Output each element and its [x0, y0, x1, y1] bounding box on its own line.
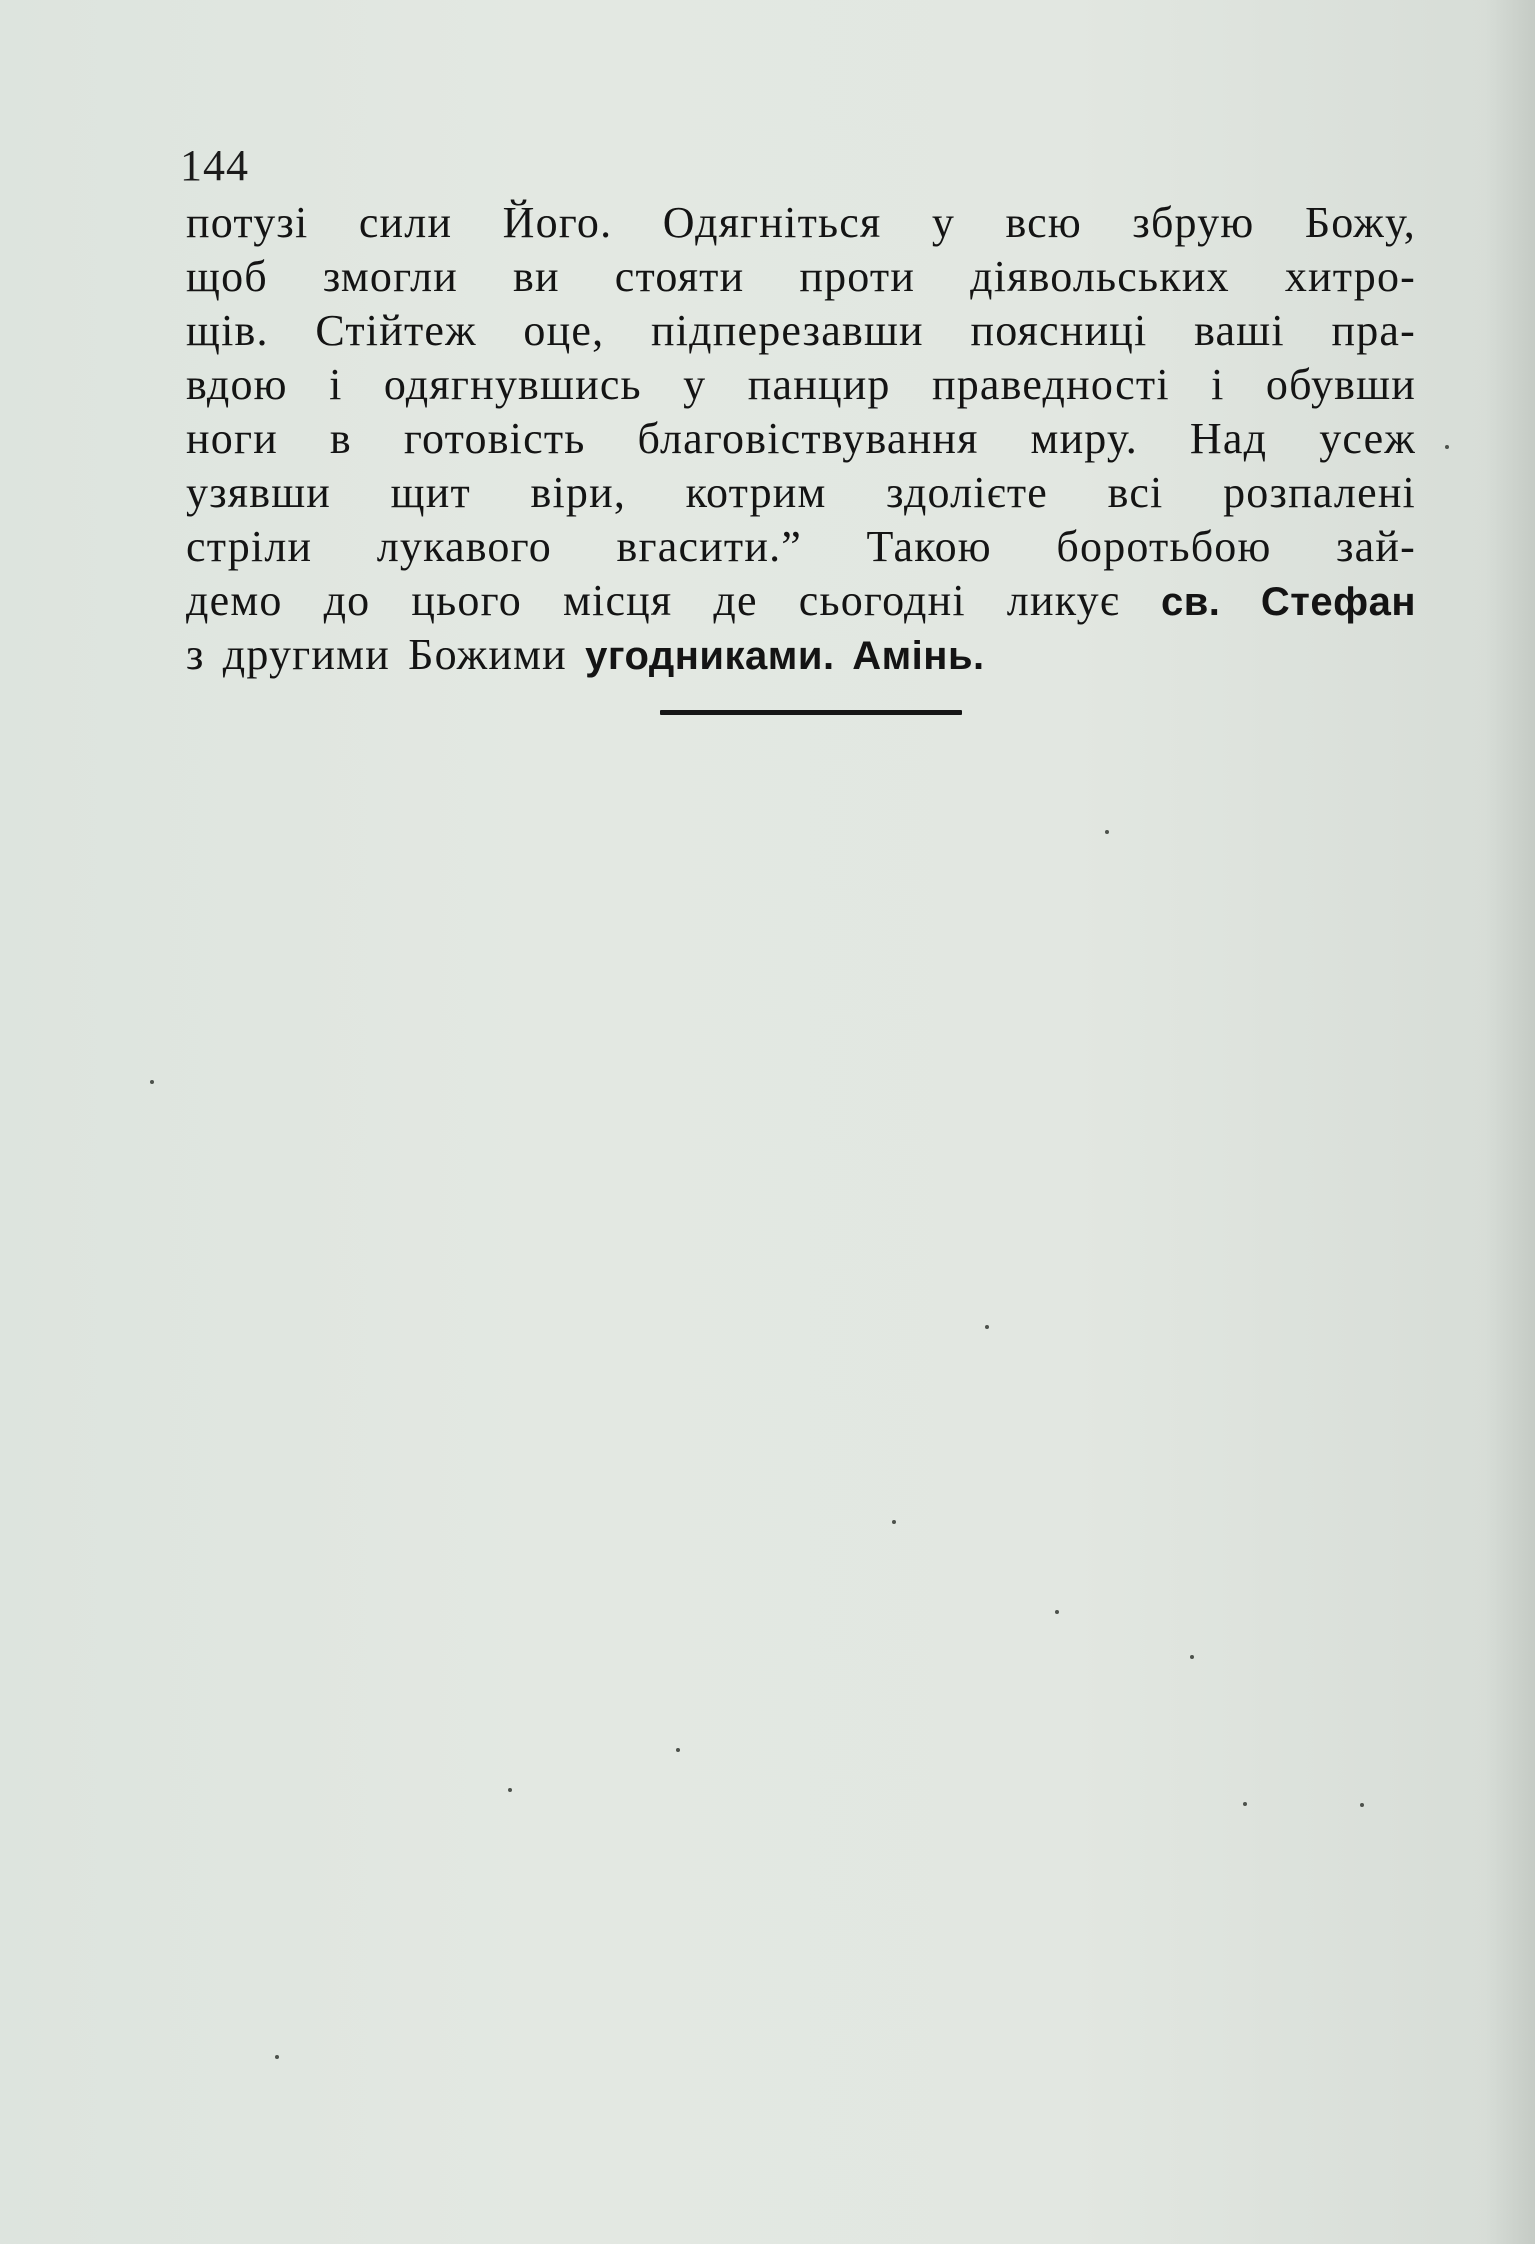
line-text: узявши щит віри, котрим здолієте всі розпалені: [186, 468, 1416, 517]
paper-speck: [1055, 1610, 1059, 1614]
body-text: [186, 196, 1416, 682]
emphasized-text: угодниками. Амінь.: [585, 634, 985, 678]
page-number: 144: [180, 141, 249, 190]
line-text: демо до цього місця де сьогодні ликує: [186, 576, 1120, 625]
closing-rule: [660, 710, 962, 715]
text-line: [186, 520, 1416, 574]
line-text: з другими Божими: [186, 630, 567, 679]
text-line: [186, 412, 1416, 466]
paper-speck: [892, 1520, 896, 1524]
text-line: [186, 304, 1416, 358]
paper-speck: [1360, 1803, 1364, 1807]
text-line: [186, 196, 1416, 250]
text-line: [186, 250, 1416, 304]
paper-speck: [508, 1788, 512, 1792]
paper-speck: [1445, 445, 1449, 449]
paper-speck: [985, 1325, 989, 1329]
text-line: [186, 628, 1416, 682]
paper-speck: [676, 1748, 680, 1752]
line-text: щів. Стійтеж оце, підперезавши поясниці ваші пра-: [186, 306, 1416, 355]
paper-speck: [1190, 1655, 1194, 1659]
emphasized-text: св. Стефан: [1160, 580, 1416, 624]
text-line: [186, 466, 1416, 520]
line-text: вдою і одягнувшись у панцир праведності і обувши: [186, 360, 1416, 409]
paper-speck: [150, 1080, 154, 1084]
paper-speck: [275, 2055, 279, 2059]
text-line: [186, 574, 1416, 628]
line-text: стріли лукавого вгасити.” Такою боротьбою зай-: [186, 522, 1416, 571]
text-line: [186, 358, 1416, 412]
paper-speck: [1105, 830, 1109, 834]
line-text: щоб змогли ви стояти проти діявольських хитро-: [186, 252, 1416, 301]
paper-speck: [1243, 1802, 1247, 1806]
page-edge-shadow: [1485, 0, 1535, 2244]
line-text: ноги в готовість благовіствування миру. Над усеж: [186, 414, 1416, 463]
line-text: потузі сили Його. Одягніться у всю збрую Божу,: [186, 198, 1416, 247]
